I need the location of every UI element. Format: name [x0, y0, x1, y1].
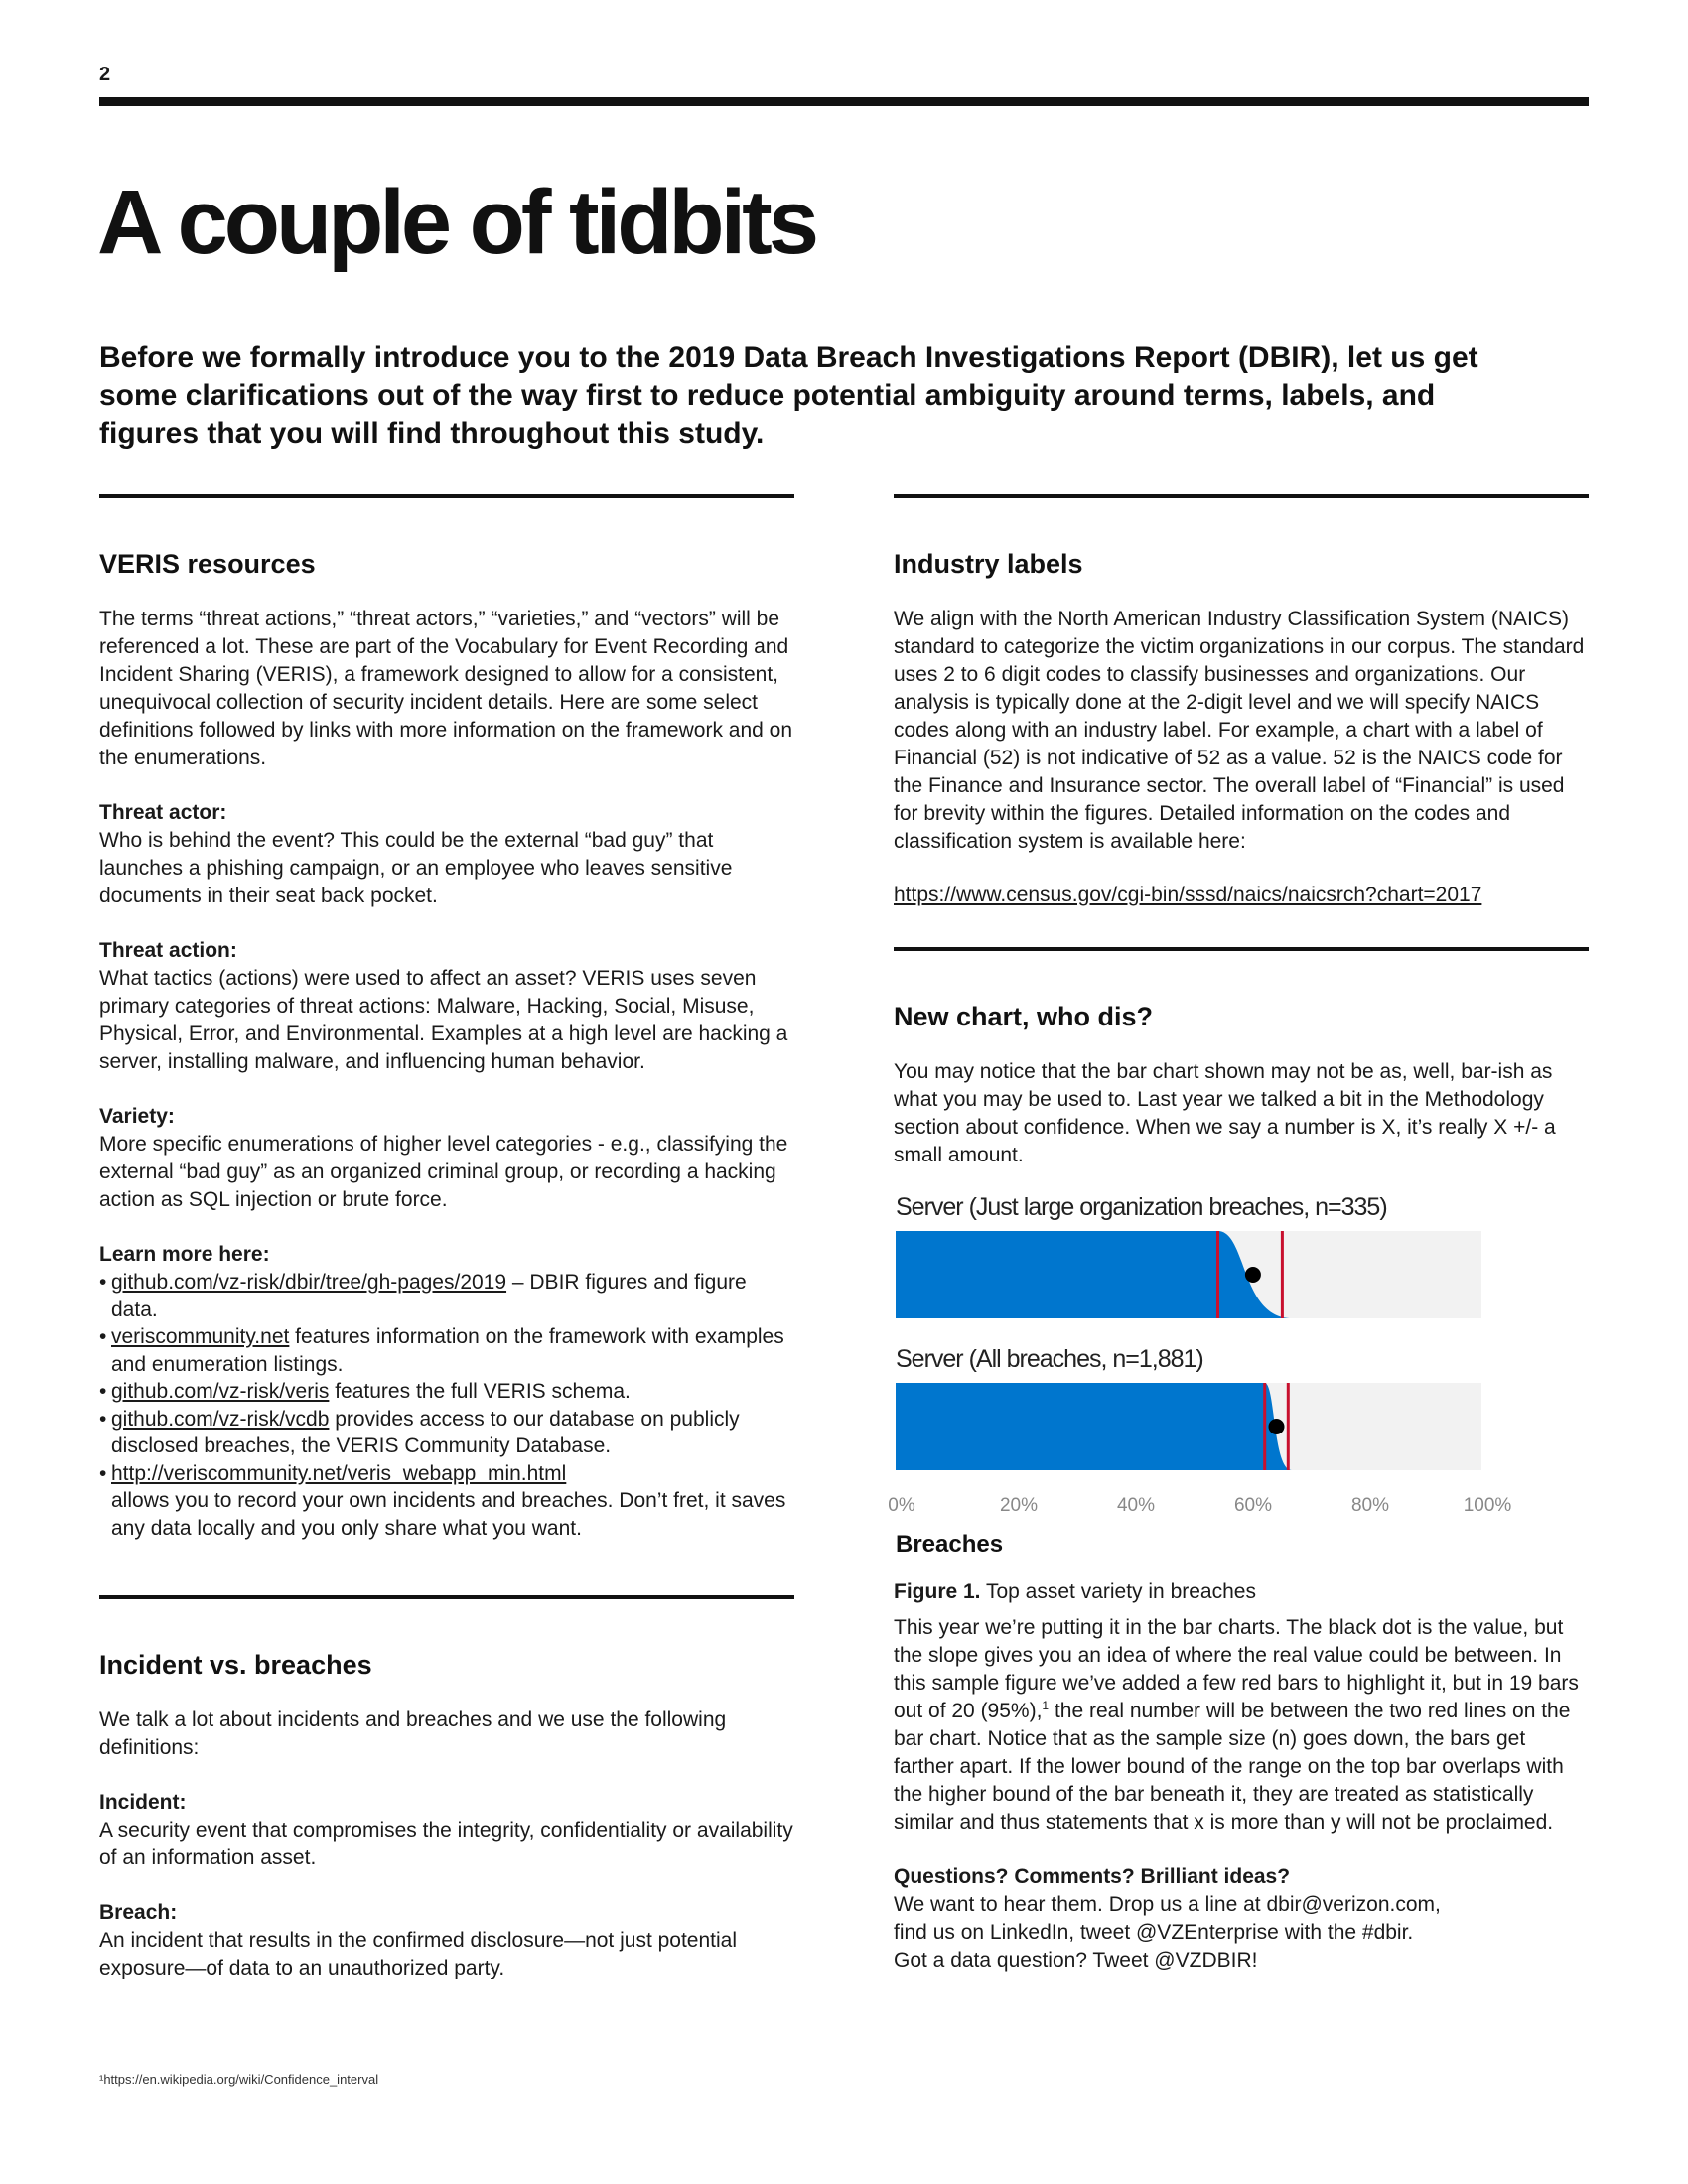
- newchart-heading: New chart, who dis?: [894, 1002, 1154, 1031]
- veris-github-link[interactable]: github.com/vz-risk/veris: [111, 1380, 330, 1403]
- list-item-text: provides access to our database on publicly disclosed breaches, the VERIS Community Database.: [111, 1407, 740, 1457]
- x-tick-label: 40%: [1116, 1495, 1156, 1516]
- variety-label: Variety:: [99, 1105, 175, 1128]
- explanation-text: the real number will be between the two red lines on the bar chart. Notice that as the sample size (n) goes down, the bars get farther apart. If the lower bound of the range on the top bar overlaps with the higher bound of the bar beneath it, they are treated as statistically similar and thus statements that x is more than y will not be proclaimed.: [894, 1700, 1571, 1834]
- newchart-explanation: [894, 1614, 1589, 1837]
- threat-action-def: [99, 937, 794, 1076]
- list-item-text: features the full VERIS schema.: [329, 1380, 631, 1403]
- explanation-text: This year we’re putting it in the bar charts. The black dot is the value, but the slope gives you an idea of where the real value could be between. In this sample figure we’ve added a few red bars to highlight it, but in 19 bars out of 20 (95%),: [894, 1616, 1579, 1722]
- questions-block: [894, 1863, 1589, 1975]
- list-item: [99, 1323, 794, 1378]
- right-column: [888, 494, 1589, 1975]
- section-rule: [99, 494, 794, 498]
- chart-series-label: Server (Just large organization breaches, n=335): [896, 1193, 1387, 1221]
- figure-caption-text: Top asset variety in breaches: [980, 1580, 1256, 1603]
- learn-more-label: Learn more here:: [99, 1243, 270, 1266]
- industry-body: We align with the North American Industry Classification System (NAICS) standard to categorize the victim organizations in our corpus. The standard uses 2 to 6 digit codes to classify businesses and organizations. Our analysis is typically done at the 2-digit level and we will specify NAICS codes along with an industry label. For example, a chart with a label of Financial (52) is not indicative of 52 as a value. 52 is the NAICS code for the Finance and Insurance sector. The overall label of “Financial” is used for brevity within the figures. Detailed information on the codes and classification system is available here:: [894, 608, 1585, 853]
- x-tick-label: 60%: [1233, 1495, 1273, 1516]
- bar: [896, 1231, 1292, 1318]
- breach-label: Breach:: [99, 1901, 178, 1924]
- value-dot: [1245, 1267, 1261, 1283]
- questions-line: find us on LinkedIn, tweet @VZEnterprise with the #dbir.: [894, 1921, 1414, 1944]
- naics-url[interactable]: [894, 882, 1589, 909]
- incident-text: A security event that compromises the integrity, confidentiality or availability of an information asset.: [99, 1819, 793, 1869]
- threat-actor-label: Threat actor:: [99, 801, 227, 824]
- veriscommunity-link[interactable]: veriscommunity.net: [111, 1325, 290, 1348]
- newchart-body: You may notice that the bar chart shown may not be as, well, bar-ish as what you may be used to. Last year we talked a bit in the Methodology section about confidence. When we say a number is X, it’s really X +/- a small amount.: [894, 1060, 1556, 1166]
- figure-caption: [894, 1578, 1589, 1606]
- naics-link[interactable]: https://www.census.gov/cgi-bin/sssd/naics/naicsrch?chart=2017: [894, 884, 1482, 906]
- veris-body: The terms “threat actions,” “threat actors,” “varieties,” and “vectors” will be referenced a lot. These are part of the Vocabulary for Event Recording and Incident Sharing (VERIS), a framework designed to allow for a consistent, unequivocal collection of security incident details. Here are some select definitions followed by links with more information on the framework and on the enumerations.: [99, 608, 793, 769]
- threat-actor-text: Who is behind the event? This could be the external “bad guy” that launches a phishing campaign, or an employee who leaves sensitive documents in their seat back pocket.: [99, 829, 733, 907]
- breach-def: [99, 1899, 794, 1982]
- veris-webapp-link[interactable]: http://veriscommunity.net/veris_webapp_min.html: [111, 1461, 567, 1485]
- incident-label: Incident:: [99, 1791, 187, 1814]
- learn-more: [99, 1241, 794, 1269]
- section-rule: [894, 947, 1589, 951]
- list-item-text: allows you to record your own incidents and breaches. Don’t fret, it saves any data locally and you only share what you want.: [111, 1489, 786, 1540]
- breach-text: An incident that results in the confirmed disclosure—not just potential exposure—of data to an unauthorized party.: [99, 1929, 738, 1979]
- vcdb-github-link[interactable]: github.com/vz-risk/vcdb: [111, 1407, 330, 1431]
- list-item: [99, 1378, 794, 1406]
- x-tick-label: 100%: [1463, 1495, 1512, 1516]
- list-item-text: – DBIR figures and figure data.: [111, 1271, 747, 1321]
- value-dot: [1269, 1419, 1285, 1434]
- list-item-text: features information on the framework with examples and enumeration listings.: [111, 1325, 784, 1376]
- x-tick-label: 0%: [888, 1495, 915, 1516]
- section-rule: [894, 494, 1589, 498]
- confidence-bar-chart: [888, 1193, 1589, 1559]
- threat-action-text: What tactics (actions) were used to affect an asset? VERIS uses seven primary categories of threat actions: Malware, Hacking, Social, Misuse, Physical, Error, and Environmental. Examples at a high level are hacking a server, installing malware, and influencing human behavior.: [99, 967, 788, 1073]
- chart-svg: [888, 1193, 1589, 1531]
- left-column: [99, 494, 794, 1982]
- threat-actor-def: [99, 799, 794, 910]
- chart-series-label: Server (All breaches, n=1,881): [896, 1345, 1203, 1373]
- questions-line: Got a data question? Tweet @VZDBIR!: [894, 1949, 1258, 1972]
- figure-caption-label: Figure 1.: [894, 1580, 981, 1603]
- variety-text: More specific enumerations of higher level categories - e.g., classifying the external “bad guy” as an organized criminal group, or recording a hacking action as SQL injection or brute force.: [99, 1133, 788, 1211]
- page-number: 2: [99, 64, 111, 85]
- questions-label: Questions? Comments? Brilliant ideas?: [894, 1865, 1291, 1888]
- list-item: [99, 1406, 794, 1460]
- x-tick-label: 80%: [1350, 1495, 1390, 1516]
- page-title: A couple of tidbits: [97, 172, 815, 273]
- bar: [896, 1383, 1292, 1470]
- intro-paragraph: Before we formally introduce you to the 2019 Data Breach Investigations Report (DBIR), let us get some clarifications out of the way first to reduce potential ambiguity around terms, labels, and figures that you will find throughout this study.: [99, 341, 1478, 450]
- dbir-github-link[interactable]: github.com/vz-risk/dbir/tree/gh-pages/2019: [111, 1271, 507, 1294]
- footnote-ref: 1: [1042, 1699, 1050, 1712]
- veris-heading: VERIS resources: [99, 549, 316, 579]
- learn-more-list: [99, 1269, 794, 1542]
- list-item: [99, 1460, 794, 1543]
- incident-def: [99, 1789, 794, 1872]
- x-tick-label: 20%: [999, 1495, 1039, 1516]
- top-rule: [99, 97, 1589, 106]
- variety-def: [99, 1103, 794, 1214]
- list-item: [99, 1269, 794, 1323]
- questions-line: We want to hear them. Drop us a line at dbir@verizon.com,: [894, 1893, 1441, 1916]
- incident-heading: Incident vs. breaches: [99, 1650, 372, 1680]
- chart-x-axis-label: Breaches: [896, 1531, 1004, 1558]
- section-rule: [99, 1595, 794, 1599]
- incident-body: We talk a lot about incidents and breaches and we use the following definitions:: [99, 1708, 727, 1759]
- industry-heading: Industry labels: [894, 549, 1083, 579]
- footnote: ¹https://en.wikipedia.org/wiki/Confidence_interval: [99, 2072, 379, 2087]
- threat-action-label: Threat action:: [99, 939, 237, 962]
